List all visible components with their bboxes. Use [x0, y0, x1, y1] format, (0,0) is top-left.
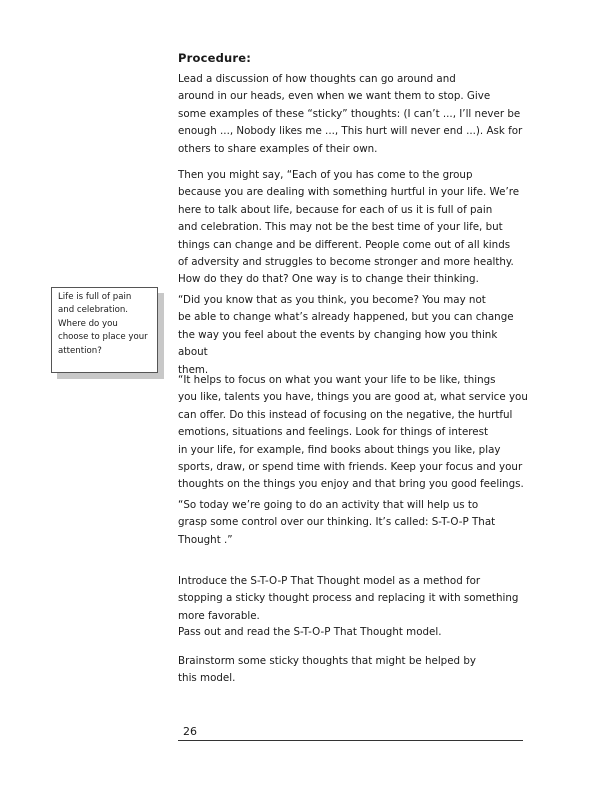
- paragraph-group-intro: Then you might say, “Each of you has come to the group because you are dealing with something hurtful in your life. We’re here to talk about life, because for each of us it is full of pain and celebration. This may not be the best time of your life, but things can change and be different. People come out of all kinds of adversity and struggles to become stronger and more healthy. How do they do that? One way is to change their thinking.: [178, 169, 520, 286]
- paragraph-pass-out: Pass out and read the S-T-O-P That Thought model.: [178, 626, 442, 638]
- footer-rule: [178, 740, 523, 741]
- paragraph-introduce-model: Introduce the S-T-O-P That Thought model as a method for stopping a sticky thought process and replacing it with something more favorable.: [178, 575, 519, 622]
- paragraph-brainstorm: Brainstorm some sticky thoughts that might be helped by this model.: [178, 655, 476, 685]
- paragraph-activity: “So today we’re going to do an activity that will help us to grasp some control over our thinking. It’s called: S-T-O-P That Thought .”: [178, 499, 496, 546]
- paragraph-discussion: Lead a discussion of how thoughts can go around and around in our heads, even when we want them to stop. Give some examples of these “sticky” thoughts: (I can’t ..., I’ll never be enough ..., Nobody likes me ..., This hurt will never end ...). Ask for others to share examples of their own.: [178, 73, 523, 155]
- paragraph-think-become: “Did you know that as you think, you become? You may not be able to change what’s already happened, but you can change the way you feel about the events by changing how you think about them.: [178, 294, 514, 376]
- paragraph-focus: “It helps to focus on what you want your life to be like, things you like, talents you have, things you are good at, what service you can offer. Do this instead of focusing on the negative, the hurtful emotions, situations and feelings. Look for things of interest in your life, for example, find books about things you like, play sports, draw, or spend time with friends. Keep your focus and your thoughts on the things you enjoy and that bring you good feelings.: [178, 374, 528, 491]
- page-number: 26: [183, 725, 197, 738]
- section-heading: Procedure:: [178, 51, 252, 65]
- sidebar-callout: Life is full of pain and celebration. Where do you choose to place your attention?: [51, 287, 158, 373]
